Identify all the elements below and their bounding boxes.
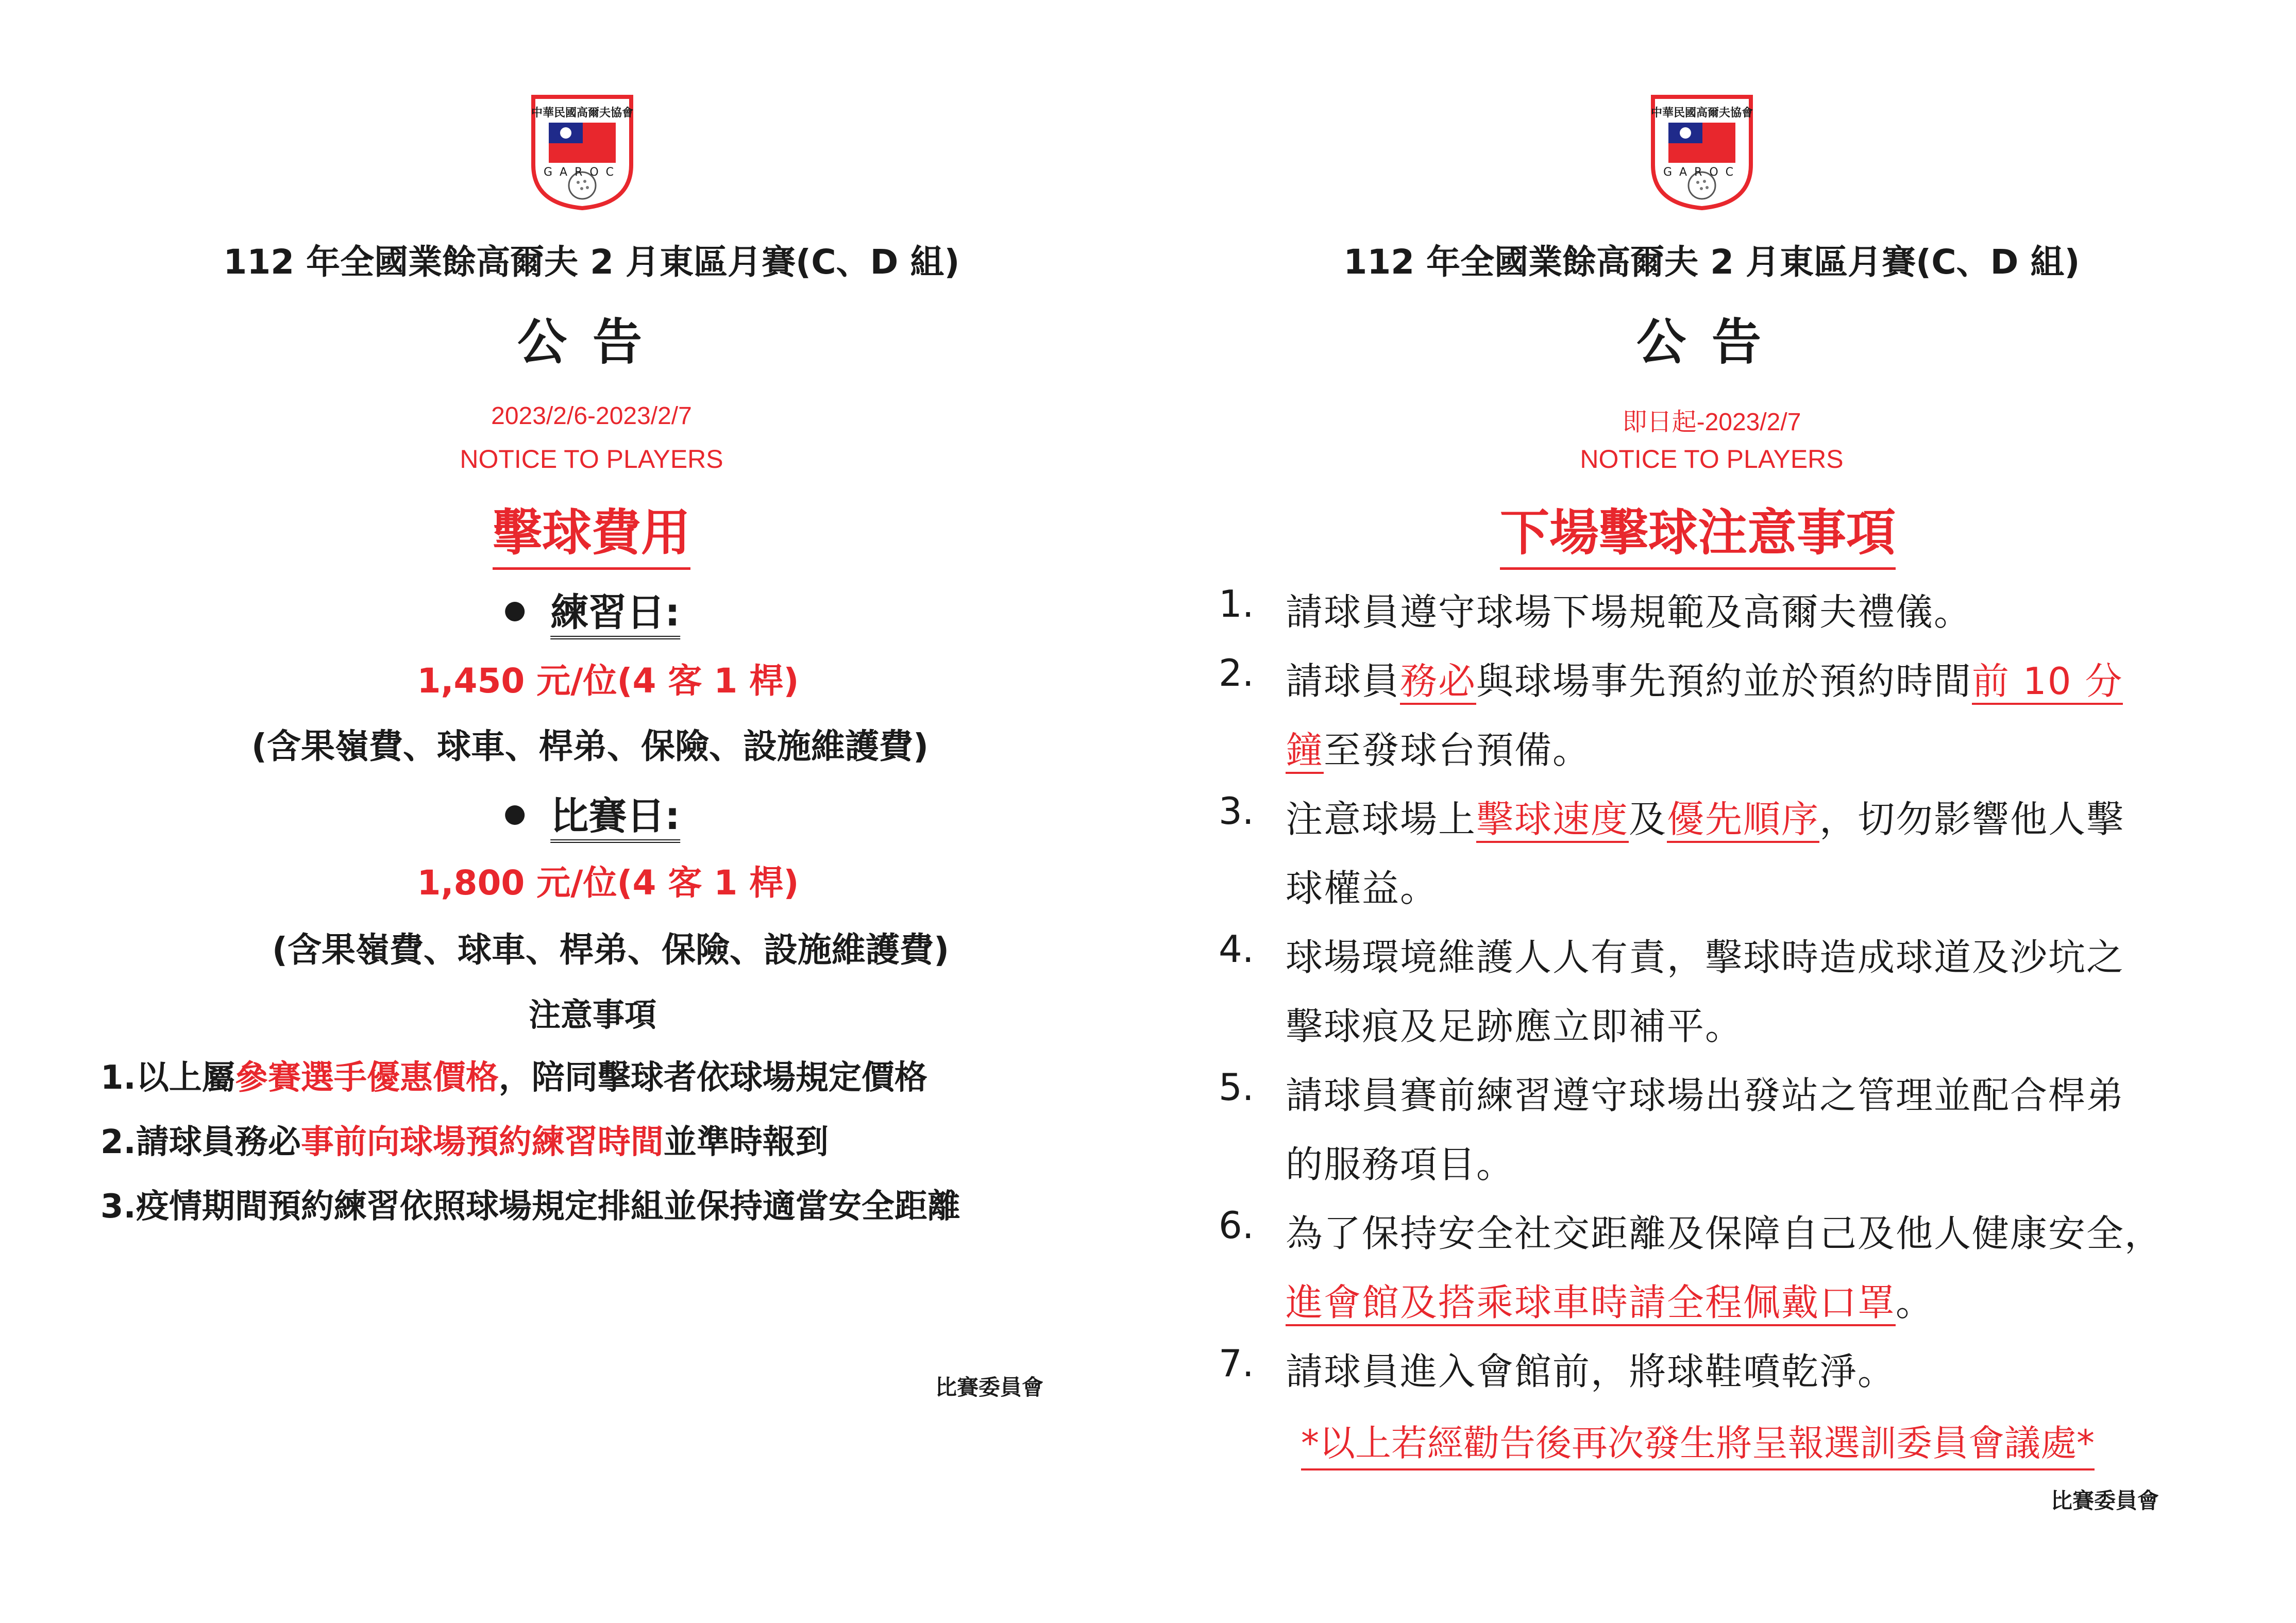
rule-text-line [1286,1342,1896,1395]
left-garoc-logo [528,93,636,211]
practice-day-price: 1,450 元/位(4 客 1 桿) [417,661,799,701]
highlighted-phrase: 優先順序 [1667,798,1819,843]
rule-text-line [1286,651,2123,705]
rule-number: 5. [1219,1066,1254,1109]
left-note-1: 1.以上屬參賽選手優惠價格，陪同擊球者依球場規定價格 [100,1059,927,1097]
rule-text: 擊球痕及足跡應立即補平。 [1286,1005,1744,1048]
highlighted-phrase: 進會館及搭乘球車時請全程佩戴口罩 [1286,1281,1896,1326]
rule-text-line [1286,858,1438,912]
practice-day-label: 練習日: [550,590,680,639]
highlighted-phrase: 擊球速度 [1476,798,1629,843]
left-date-range: 2023/2/6-2023/2/7 [491,402,692,430]
right-garoc-logo [1648,93,1756,211]
rule-text: 至發球台預備。 [1324,729,1591,772]
rule-number: 4. [1219,927,1254,971]
left-section-heading: 擊球費用 [493,494,690,570]
rule-text-line [1286,996,1743,1050]
rule-text: 球場環境維護人人有責，擊球時造成球道及沙坑之 [1286,936,2125,979]
practice-day-row [505,582,680,637]
highlighted-phrase: 務必 [1400,660,1476,705]
right-warning: *以上若經勸告後再次發生將呈報選訓委員會議處* [1301,1414,2095,1470]
rule-text: 為了保持安全社交距離及保障自己及他人健康安全， [1286,1212,2163,1255]
rule-text: 注意球場上 [1286,798,1477,841]
practice-day-inclusions: (含果嶺費、球車、桿弟、保險、設施維護費) [251,726,929,766]
left-announce-title: 公告 [517,313,668,371]
rule-text: 及 [1629,798,1667,841]
rule-text-line [1286,720,1591,774]
left-notice-label: NOTICE TO PLAYERS [460,445,723,474]
logo-top-text: 中華民國高爾夫協會 [531,107,633,120]
rule-text: 請球員進入會館前，將球鞋噴乾淨。 [1286,1350,1896,1393]
highlighted-phrase: 鐘 [1286,729,1324,774]
rule-text-line [1286,1273,1934,1326]
rule-text-line [1286,1204,2163,1257]
left-note-2: 2.請球員務必事前向球場預約練習時間並準時報到 [100,1123,829,1161]
rule-text-line [1286,789,2124,843]
rule-text: 的服務項目。 [1286,1143,1515,1186]
highlighted-phrase: 前 10 分 [1972,660,2123,705]
right-notice-label: NOTICE TO PLAYERS [1580,445,1844,474]
rule-text: 與球場事先預約並於預約時間 [1476,660,1972,703]
rule-text-line [1286,1066,2124,1119]
rule-text: 。 [1896,1281,1934,1324]
match-day-label: 比賽日: [550,794,680,843]
bullet-dot-icon [505,602,525,621]
rule-text: 請球員遵守球場下場規範及高爾夫禮儀。 [1286,590,1972,634]
logo-letters: GAROC [543,166,621,179]
bullet-dot-icon [505,805,525,825]
rule-text-line [1286,927,2124,981]
match-day-inclusions: (含果嶺費、球車、桿弟、保險、設施維護費) [272,930,950,970]
right-signer: 比賽委員會 [2051,1488,2159,1513]
rule-text-line [1286,582,1972,636]
rule-text: ，切勿影響他人擊 [1819,798,2125,841]
rule-number: 3. [1219,789,1254,833]
left-signer: 比賽委員會 [935,1375,1044,1400]
logo-top-text: 中華民國高爾夫協會 [1650,107,1753,120]
right-section-heading: 下場擊球注意事項 [1500,494,1896,570]
logo-letters: GAROC [1663,166,1741,179]
rule-text: 請球員 [1286,660,1400,703]
match-day-row [505,786,680,840]
left-notes-title: 注意事項 [528,996,657,1034]
match-day-price: 1,800 元/位(4 客 1 桿) [417,863,799,903]
rule-number: 6. [1219,1204,1254,1247]
rule-text: 球權益。 [1286,867,1439,910]
rule-number: 2. [1219,651,1254,695]
rule-text-line [1286,1135,1514,1188]
rule-number: 7. [1219,1342,1254,1385]
left-note-3: 3.疫情期間預約練習依照球場規定排組並保持適當安全距離 [100,1188,960,1226]
rule-text: 請球員賽前練習遵守球場出發站之管理並配合桿弟 [1286,1074,2125,1117]
right-announce-title: 公告 [1636,313,1787,371]
left-event-title: 112 年全國業餘高爾夫 2 月東區月賽(C、D 組) [223,242,960,282]
right-event-title: 112 年全國業餘高爾夫 2 月東區月賽(C、D 組) [1343,242,2080,282]
rule-number: 1. [1219,582,1254,625]
right-date-range: 即日起-2023/2/7 [1622,409,1801,436]
